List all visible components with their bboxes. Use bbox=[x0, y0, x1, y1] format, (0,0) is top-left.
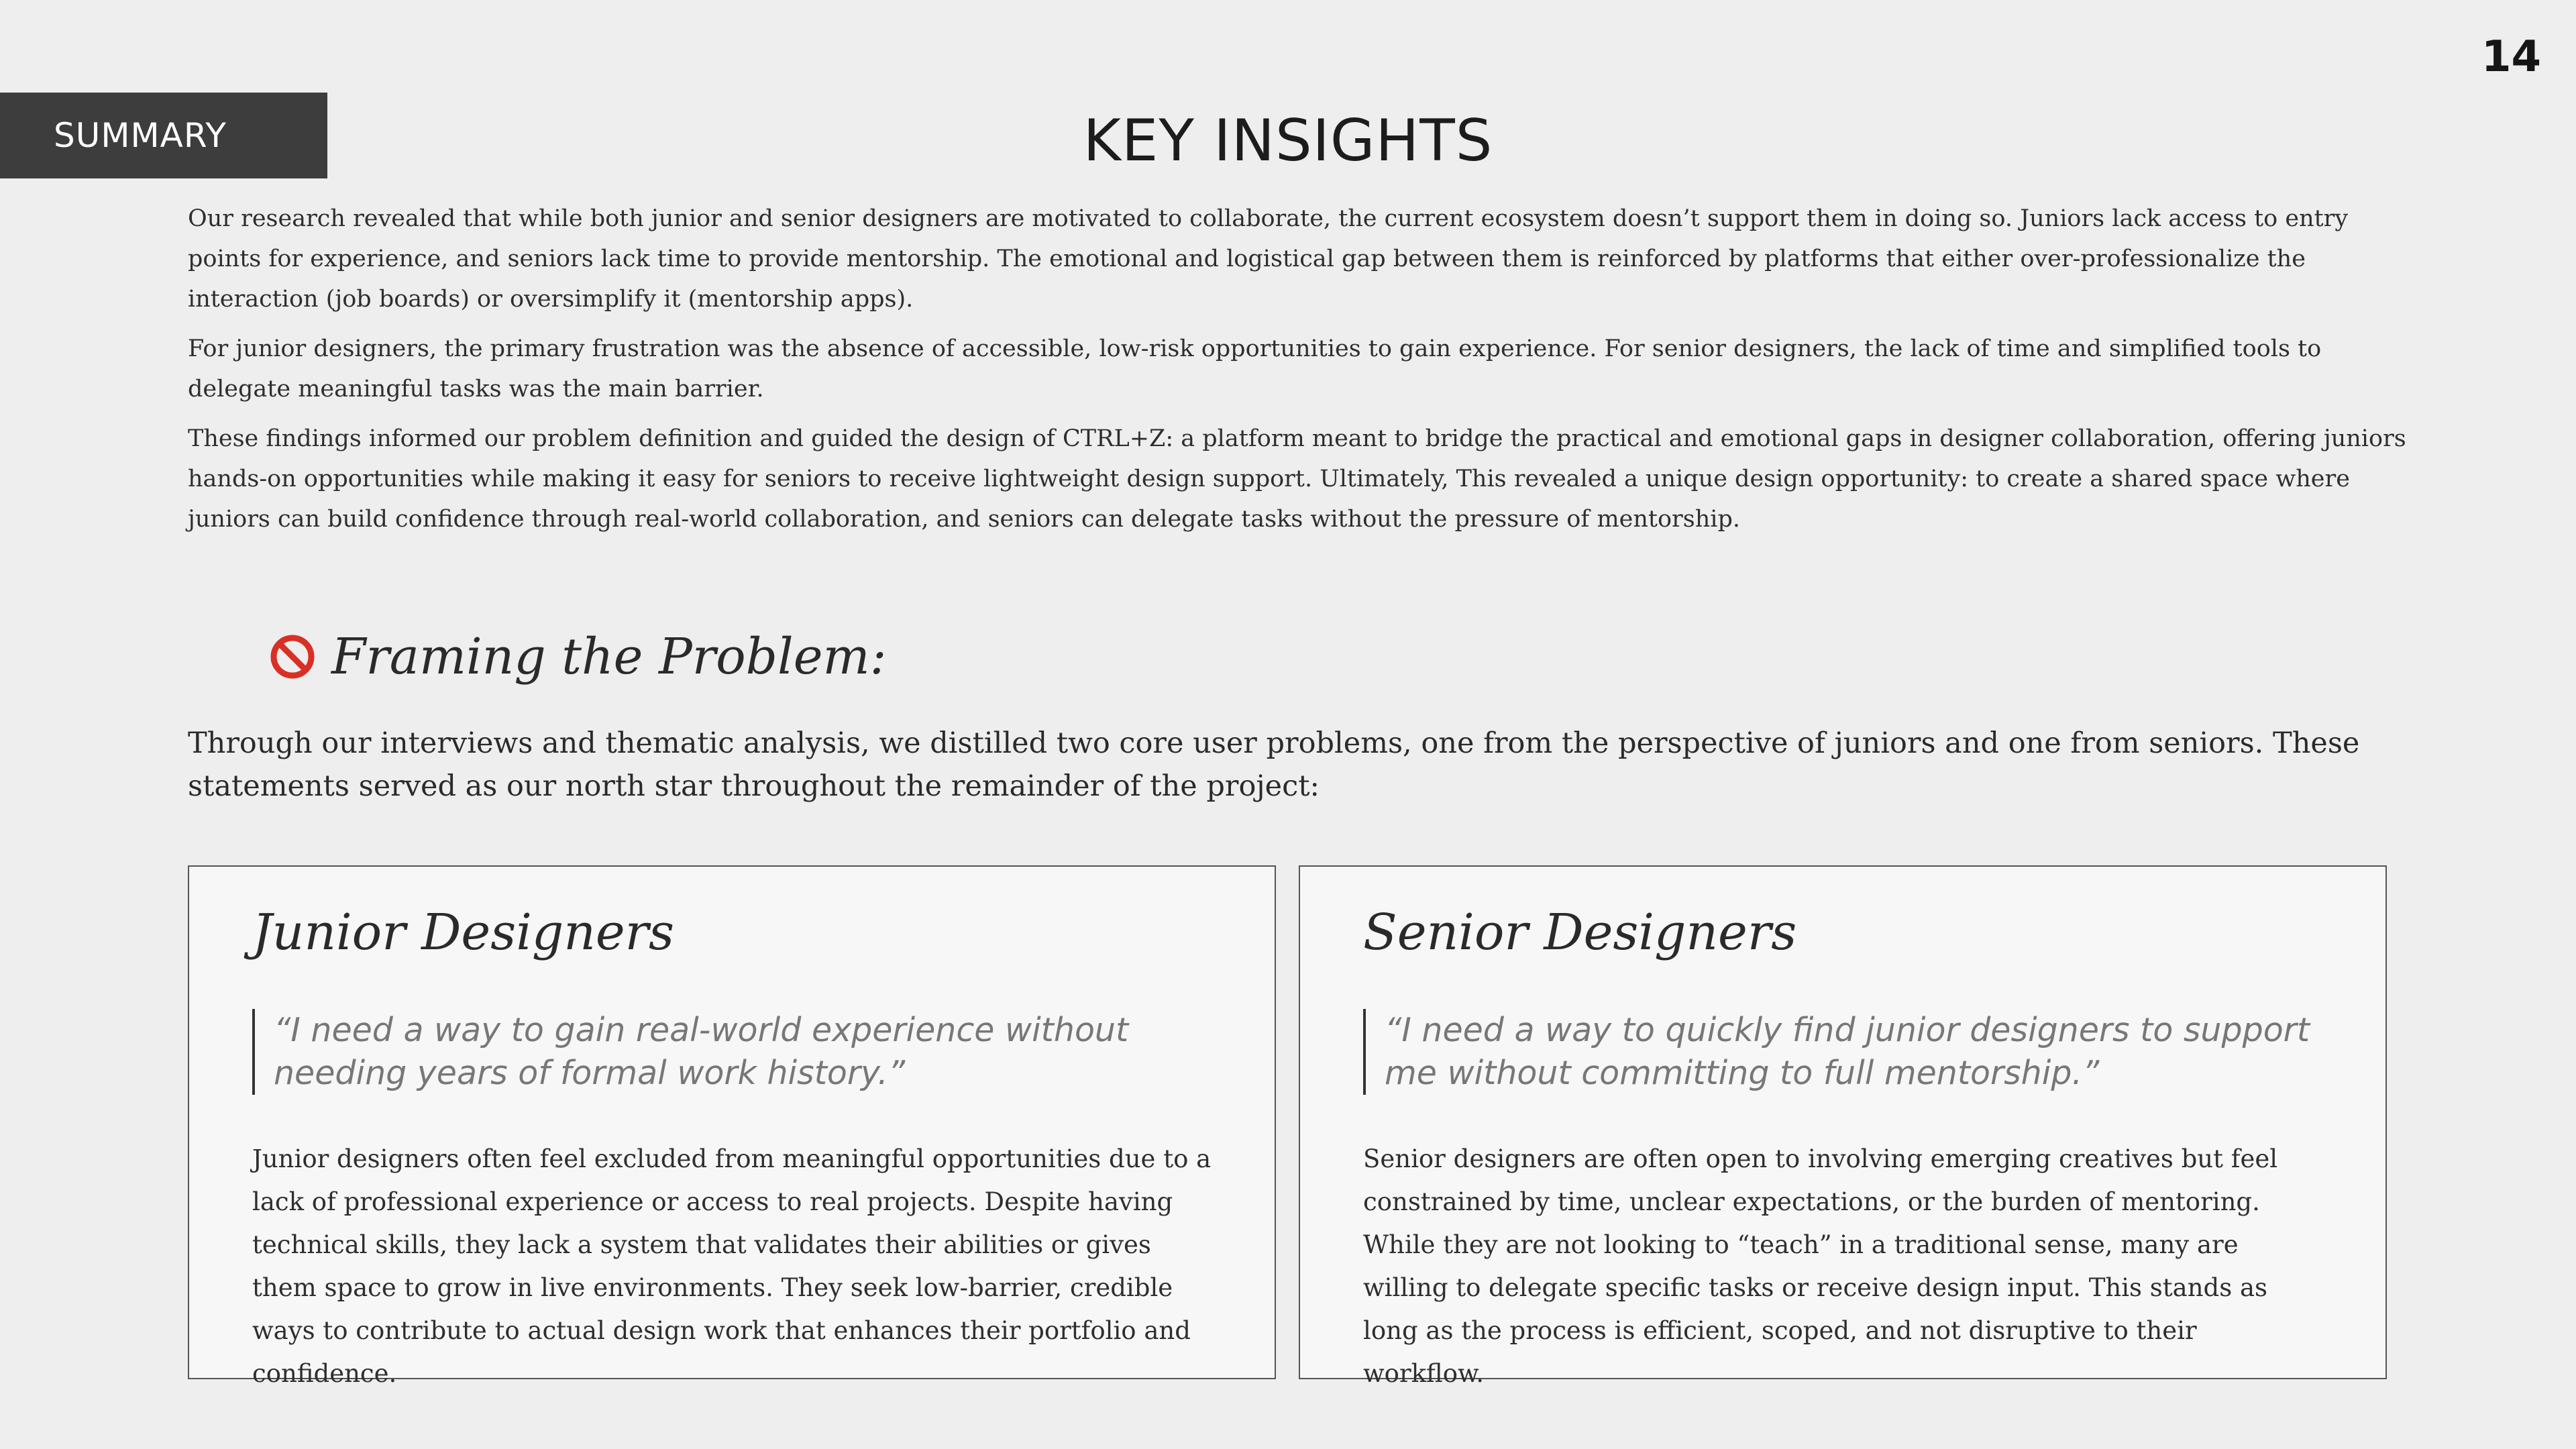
junior-designers-card bbox=[188, 865, 1276, 1388]
page-title: KEY INSIGHTS bbox=[1083, 107, 1493, 174]
section-tag: SUMMARY bbox=[0, 93, 327, 178]
framing-heading bbox=[268, 628, 887, 686]
intro-section bbox=[188, 199, 2408, 549]
senior-designers-card bbox=[1299, 865, 2387, 1388]
intro-paragraph: Our research revealed that while both junior and senior designers are motivated to collaborate, the current ecosystem doesn’t support them in doing so. Juniors lack access to entry points for experience, and seniors lack time to provide mentorship. The emotional and logistical gap between them is reinforced by platforms that either over-professionalize the interaction (job boards) or oversimplify it (mentorship apps). bbox=[188, 205, 2349, 313]
framing-intro: Through our interviews and thematic analysis, we distilled two core user problems, one from the perspective of juniors and one from seniors. These statements served as our north star throughout the remainder of the project: bbox=[188, 727, 2360, 803]
page-number: 14 bbox=[2481, 32, 2541, 82]
intro-paragraph: These findings informed our problem definition and guided the design of CTRL+Z: a platform meant to bridge the practical and emotional gaps in designer collaboration, offering juniors hands-on opportunities while making it easy for seniors to receive lightweight design support. Ultimately, This revealed a unique design opportunity: to create a shared space where juniors can build confidence through real-world collaboration, and seniors can delegate tasks without the pressure of mentorship. bbox=[188, 425, 2406, 533]
card-title: Junior Designers bbox=[252, 904, 675, 961]
card-title: Senior Designers bbox=[1363, 904, 1797, 961]
no-entry-icon bbox=[268, 633, 317, 681]
card-body: Junior designers often feel excluded from meaningful opportunities due to a lack of professional experience or access to real projects. Despite having technical skills, they lack a system that validates their abilities or gives them space to grow in live environments. They seek low-barrier, credible ways to contribute to actual design work that enhances their portfolio and confidence. bbox=[252, 1144, 1212, 1388]
intro-paragraph: For junior designers, the primary frustration was the absence of accessible, low-risk opportunities to gain experience. For senior designers, the lack of time and simplified tools to delegate meaningful tasks was the main barrier. bbox=[188, 335, 2322, 402]
card-body: Senior designers are often open to involving emerging creatives but feel constrained by time, unclear expectations, or the burden of mentoring. While they are not looking to “teach” in a traditional sense, many are willing to delegate specific tasks or receive design input. This stands as long as the process is efficient, scoped, and not disruptive to their workflow. bbox=[1363, 1144, 2278, 1388]
card-quote: “I need a way to quickly find junior designers to support me without committing to full mentorship.” bbox=[1363, 1009, 2324, 1095]
framing-title: Framing the Problem: bbox=[331, 628, 887, 686]
card-quote: “I need a way to gain real-world experience without needing years of formal work history.” bbox=[252, 1009, 1213, 1095]
